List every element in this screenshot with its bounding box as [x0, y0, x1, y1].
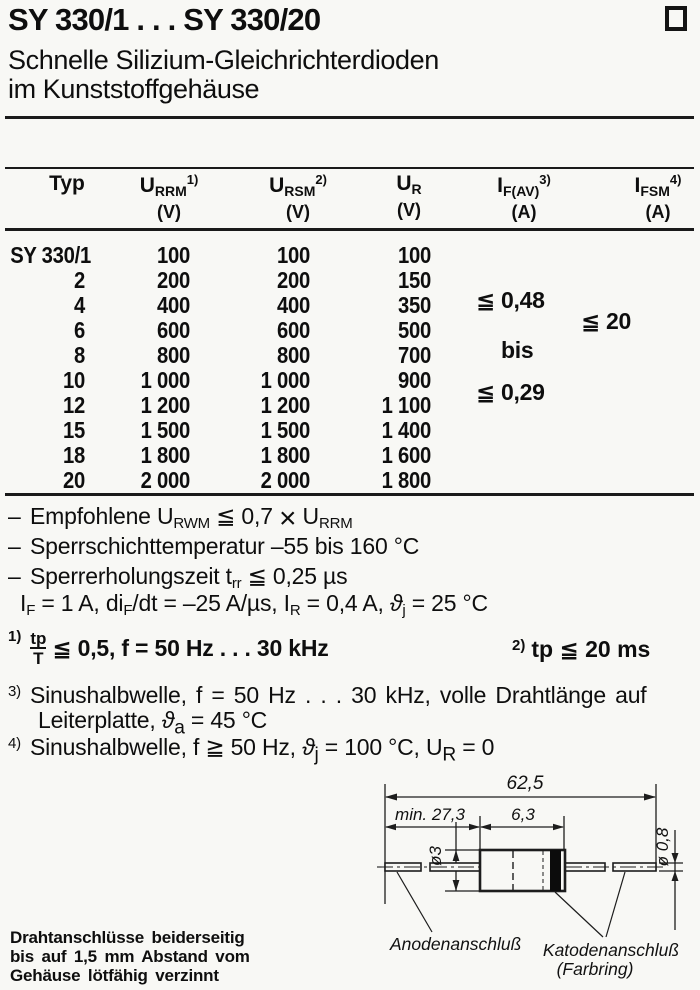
cell-urrm: 400: [157, 292, 190, 318]
header-subscript: R: [411, 181, 422, 197]
col-header-ifav: [497, 172, 551, 223]
arrow-lead-left: [385, 824, 396, 830]
page-title: SY 330/1 . . . SY 330/20: [8, 2, 321, 37]
note-subscript: RRM: [318, 515, 353, 532]
note-urwm: [8, 504, 353, 536]
footnote-marker: 3): [8, 683, 21, 700]
footnote-text: = 0: [456, 734, 495, 760]
cell-ur: 700: [398, 342, 431, 368]
ratings-table-body: [0, 243, 700, 493]
footnote-marker: 4): [8, 735, 21, 752]
cell-ur: 150: [398, 267, 431, 293]
ifav-bis-label: bis: [501, 337, 534, 363]
note-subscript: rr: [231, 575, 242, 592]
footnote-text: Leiterplatte,: [38, 707, 162, 733]
dim-overall-label: 62,5: [506, 773, 544, 794]
arrow-leaddia-bottom: [672, 871, 679, 881]
table-row: [0, 343, 700, 368]
table-row: [0, 418, 700, 443]
solder-note-line-2: bis auf 1,5 mm Abstand vom: [10, 947, 250, 966]
footnote-1: [8, 630, 329, 667]
arrow-overall-right: [644, 794, 656, 801]
cell-urrm: 200: [157, 267, 190, 293]
table-bottom-rule: [5, 493, 694, 496]
theta-symbol: ϑ: [389, 590, 403, 616]
note-subscript: F: [26, 602, 36, 619]
header-unit: (A): [511, 202, 537, 222]
footnote-text: = 45 °C: [184, 707, 268, 733]
arrow-body-right: [553, 824, 564, 830]
footnote-ref: 2): [315, 172, 327, 187]
footnote-ref: 1): [186, 172, 199, 187]
subtitle-line-2: im Kunststoffgehäuse: [8, 74, 260, 104]
table-row: [0, 468, 700, 493]
header-symbol: U: [396, 172, 412, 195]
table-row: [0, 443, 700, 468]
dim-lead-min-label: min. 27,3: [395, 805, 465, 824]
cell-ursm: 400: [277, 292, 310, 318]
cell-ursm: 1 500: [260, 417, 310, 443]
cell-urrm: 600: [157, 317, 190, 343]
ifav-max-value: ≦ 0,48: [476, 287, 545, 313]
cell-ursm: 2 000: [260, 467, 310, 493]
cell-ur: 500: [398, 317, 431, 343]
cell-ursm: 1 200: [260, 392, 310, 418]
header-divider: [5, 116, 694, 119]
solder-note-line-3: Gehäuse lötfähig verzinnt: [10, 966, 219, 985]
cell-ursm: 600: [277, 317, 310, 343]
note-subscript: RWM: [173, 515, 210, 532]
header-symbol: I: [634, 174, 641, 197]
header-unit: (V): [157, 202, 181, 222]
ifav-min-value: ≦ 0,29: [476, 379, 545, 405]
cell-ursm: 200: [277, 267, 310, 293]
note-text: U: [296, 503, 319, 529]
cell-ur: 900: [398, 367, 431, 393]
header-symbol: I: [497, 174, 503, 197]
cell-ursm: 800: [277, 342, 310, 368]
header-symbol: U: [139, 174, 155, 197]
note-subscript: R: [442, 744, 456, 766]
col-header-ifsm: [635, 172, 682, 223]
page-subtitle: [8, 46, 439, 104]
table-header-rule: [5, 228, 694, 231]
header-unit: (A): [645, 202, 671, 222]
footnote-2: [512, 636, 650, 663]
cell-ur: 1 800: [381, 467, 431, 493]
solder-note-line-1: Drahtanschlüsse beiderseitig: [10, 928, 245, 947]
header-subscript: F(AV): [502, 183, 540, 199]
header-unit: (V): [285, 202, 310, 222]
anode-leader-line: [397, 872, 432, 932]
note-text: Empfohlene U: [30, 503, 174, 529]
dim-lead-dia-label: ø 0,8: [653, 827, 672, 867]
cell-urrm: 1 200: [140, 392, 190, 418]
header-subscript: RRM: [154, 183, 187, 199]
header-symbol: U: [269, 174, 285, 197]
note-text: = 25 °C: [405, 590, 488, 616]
col-header-urrm: [140, 172, 199, 223]
cell-typ: 4: [74, 292, 85, 318]
fraction-denominator: T: [30, 647, 46, 667]
cell-typ: 8: [74, 342, 85, 368]
header-symbol: Typ: [49, 172, 85, 195]
arrow-lead-right: [469, 824, 480, 830]
note-dash: –: [8, 563, 21, 589]
corner-marker-icon: [665, 6, 687, 31]
cathode-leader-line-1: [555, 892, 603, 937]
table-row: [0, 268, 700, 293]
note-subscript: R: [289, 602, 301, 619]
col-header-ursm: [269, 172, 327, 223]
cell-ur: 1 400: [381, 417, 431, 443]
note-subscript: F: [123, 602, 133, 619]
footnote-ref: 3): [539, 172, 551, 187]
dim-body-dia-label: ø3: [426, 846, 445, 866]
anode-label: Anodenanschluß: [390, 934, 522, 954]
arrow-overall-left: [385, 794, 397, 801]
footnote-marker: 2): [512, 637, 526, 654]
note-subscript: j: [314, 744, 319, 766]
cell-ur: 1 100: [381, 392, 431, 418]
arrow-body-left: [480, 824, 491, 830]
arrow-dia-top: [453, 850, 460, 861]
cell-typ: 6: [74, 317, 85, 343]
cell-ur: 100: [398, 242, 431, 268]
cell-ur: 350: [398, 292, 431, 318]
footnote-text: tp ≦ 20 ms: [531, 636, 651, 662]
footnote-text: Sinushalbwelle, f = 50 Hz . . . 30 kHz, volle Drahtlänge auf: [29, 682, 647, 708]
cathode-leader-line-2: [606, 872, 625, 937]
note-dash: –: [8, 503, 21, 529]
footnote-marker: 1): [8, 628, 22, 645]
duty-cycle-fraction: [30, 630, 46, 667]
arrow-leaddia-top: [672, 853, 679, 863]
footnote-ref: 4): [669, 172, 682, 187]
note-subscript: a: [174, 717, 185, 739]
cathode-band: [550, 850, 561, 891]
note-test-conditions: [20, 591, 488, 623]
subtitle-line-1: Schnelle Silizium-Gleichrichterdioden: [8, 45, 439, 75]
note-text: Sperrerholungszeit t: [30, 563, 232, 589]
note-text: ≦ 0,25 µs: [241, 563, 348, 589]
footnote-text: = 100 °C, U: [318, 734, 443, 760]
note-text: ≦ 0,7: [209, 503, 279, 529]
cell-urrm: 1 000: [140, 367, 190, 393]
note-text: = 1 A, di: [35, 590, 124, 616]
cell-urrm: 2 000: [140, 467, 190, 493]
cell-urrm: 1 500: [140, 417, 190, 443]
cathode-label: Katodenanschluß: [542, 940, 680, 960]
table-top-rule: [5, 167, 694, 169]
note-text: /dt = –25 A/µs, I: [132, 590, 290, 616]
col-header-ur: [396, 172, 421, 221]
theta-symbol: ϑ: [161, 707, 175, 733]
note-text: I: [20, 590, 27, 616]
arrow-dia-bottom: [453, 880, 460, 891]
cell-urrm: 1 800: [140, 442, 190, 468]
table-row: [0, 368, 700, 393]
cell-ursm: 1 800: [260, 442, 310, 468]
note-junction-temp: [8, 534, 419, 559]
dim-body-len-label: 6,3: [511, 805, 535, 824]
cell-typ: 2: [74, 267, 85, 293]
cell-typ: 20: [63, 467, 85, 493]
header-unit: (V): [396, 200, 421, 220]
cell-ursm: 100: [277, 242, 310, 268]
package-outline-drawing: [333, 772, 700, 990]
table-row: [0, 243, 700, 268]
ifsm-value: ≦ 20: [581, 308, 632, 334]
cell-typ: 12: [63, 392, 85, 418]
cell-ur: 1 600: [381, 442, 431, 468]
cell-ursm: 1 000: [260, 367, 310, 393]
cell-typ: 15: [63, 417, 85, 443]
cell-typ: 18: [63, 442, 85, 468]
note-text: Sperrschichttemperatur –55 bis 160 °C: [30, 533, 420, 559]
note-text: = 0,4 A,: [300, 590, 390, 616]
cell-typ: SY 330/1: [10, 242, 91, 268]
note-subscript: j: [402, 602, 406, 619]
solder-note: [10, 928, 250, 985]
cell-urrm: 800: [157, 342, 190, 368]
footnote-text: Sinushalbwelle, f ≧ 50 Hz,: [29, 734, 303, 760]
note-dash: –: [8, 533, 21, 559]
col-header-typ: [49, 172, 85, 196]
cathode-label-2: (Farbring): [556, 959, 634, 979]
footnote-text: ≦ 0,5, f = 50 Hz . . . 30 kHz: [52, 635, 329, 661]
theta-symbol: ϑ: [302, 734, 315, 760]
cell-urrm: 100: [157, 242, 190, 268]
header-subscript: FSM: [640, 183, 670, 199]
cell-typ: 10: [63, 367, 85, 393]
footnote-4: [8, 731, 494, 768]
fraction-numerator: tp: [30, 629, 47, 648]
header-subscript: RSM: [284, 183, 316, 199]
table-row: [0, 393, 700, 418]
multiply-sign: ×: [279, 502, 297, 535]
